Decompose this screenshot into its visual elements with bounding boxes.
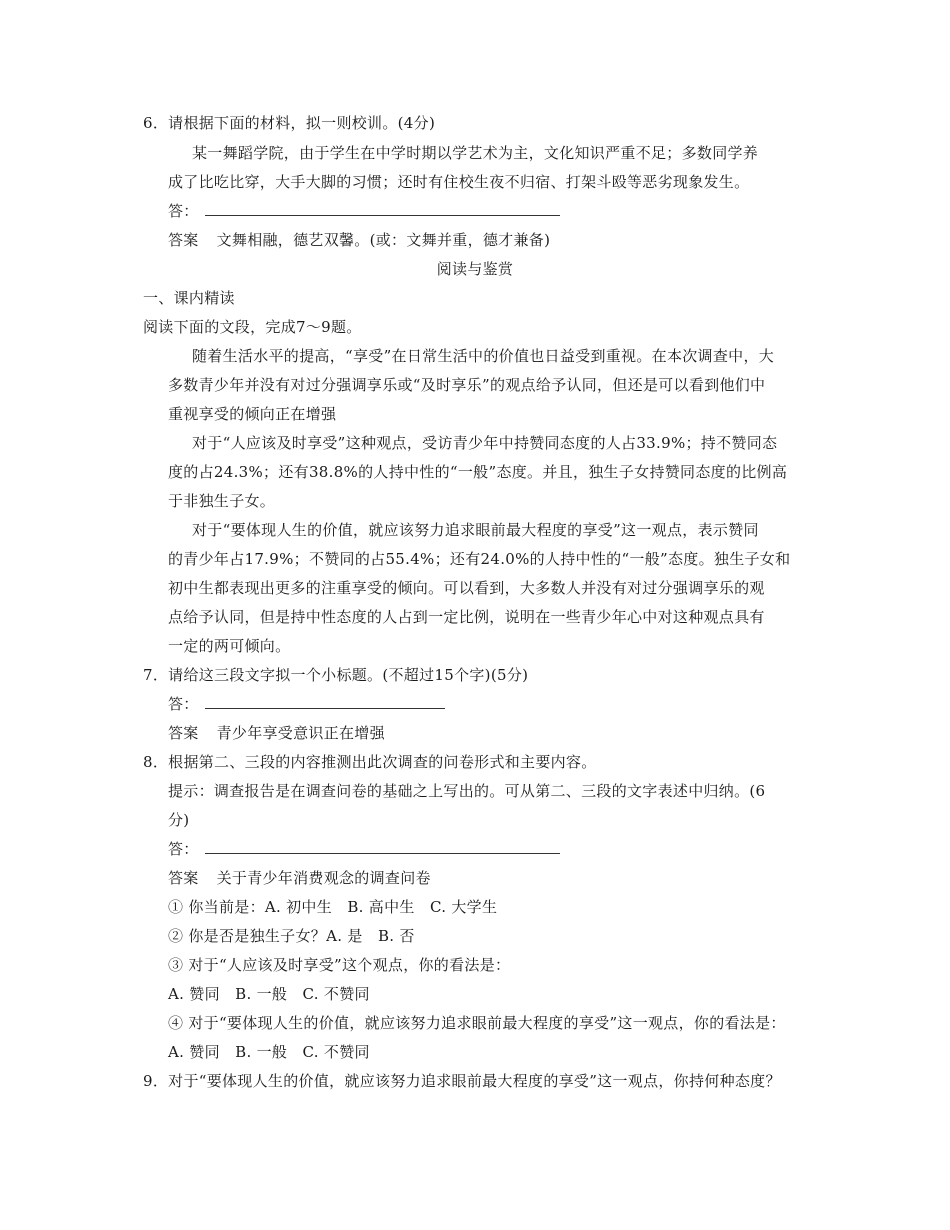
q6-answer [168,230,550,250]
passage-line: 对于“人应该及时享受”这种观点，受访青少年中持赞同态度的人占33.9%；持不赞同态 [192,434,778,452]
passage-line: 多数青少年并没有对过分强调享乐或“及时享乐”的观点给予认同，但还是可以看到他们中 [168,376,766,394]
passage-line: 初中生都表现出更多的注重享受的倾向。可以看到，大多数人并没有对过分强调享乐的观 [168,579,765,597]
q6-answer-line [168,201,560,221]
passage-line: 的青少年占17.9%；不赞同的占55.4%；还有24.0%的人持中性的“一般”态度。独生子女和 [168,550,791,568]
answer-blank[interactable] [205,201,560,216]
reading-instruction: 阅读下面的文段，完成7～9题。 [143,318,362,336]
answer-label: 答案 [168,724,199,742]
passage-line: 随着生活水平的提高，“享受”在日常生活中的价值也日益受到重视。在本次调查中，大 [192,347,775,365]
answer-text: 文舞相融，德艺双馨。(或：文舞并重，德才兼备) [216,231,551,249]
q8-hint: 提示：调查报告是在调查问卷的基础之上写出的。可从第二、三段的文字表述中归纳。(6 [168,782,766,800]
answer-prompt: 答： [168,840,199,858]
survey-item: ④ 对于“要体现人生的价值，就应该努力追求眼前最大程度的享受”这一观点，你的看法是： [168,1014,786,1032]
q6-material-line: 某一舞蹈学院，由于学生在中学时期以学艺术为主，文化知识严重不足；多数同学养 [192,144,759,162]
q6-material-line: 成了比吃比穿，大手大脚的习惯；还时有住校生夜不归宿、打架斗殴等恶劣现象发生。 [168,173,750,191]
q8-answer [168,868,431,888]
passage-line: 重视享受的倾向正在增强 [168,405,337,423]
passage-line: 于非独生子女。 [168,492,276,510]
survey-options: A. 赞同 B. 一般 C. 不赞同 [168,1043,370,1061]
answer-text: 青少年享受意识正在增强 [216,724,385,742]
passage-line: 度的占24.3%；还有38.8%的人持中性的“一般”态度。并且，独生子女持赞同态度的比例高 [168,463,788,481]
survey-item: ③ 对于“人应该及时享受”这个观点，你的看法是： [168,956,511,974]
q7-title: 7．请给这三段文字拟一个小标题。(不超过15个字)(5分) [143,666,529,684]
q6-title: 6．请根据下面的材料，拟一则校训。(4分) [143,114,436,132]
survey-options: A. 赞同 B. 一般 C. 不赞同 [168,985,370,1003]
answer-prompt: 答： [168,202,199,220]
answer-prompt: 答： [168,695,199,713]
answer-blank[interactable] [205,694,445,709]
q7-answer-line [168,694,445,714]
q7-answer [168,723,385,743]
answer-label: 答案 [168,869,199,887]
passage-line: 点给予认同，但是持中性态度的人占到一定比例，说明在一些青少年心中对这种观点具有 [168,608,765,626]
q8-title: 8．根据第二、三段的内容推测出此次调查的问卷形式和主要内容。 [143,753,597,771]
answer-label: 答案 [168,231,199,249]
q8-answer-line [168,839,560,859]
q8-hint: 分) [168,811,190,829]
survey-item: ② 你是否是独生子女？A. 是 B. 否 [168,927,415,945]
answer-text: 关于青少年消费观念的调查问卷 [216,869,431,887]
survey-item: ① 你当前是：A. 初中生 B. 高中生 C. 大学生 [168,898,498,916]
passage-line: 一定的两可倾向。 [168,637,291,655]
q9-title: 9．对于“要体现人生的价值，就应该努力追求眼前最大程度的享受”这一观点，你持何种态度？ [143,1072,781,1090]
part-heading: 一、课内精读 [143,289,235,307]
answer-blank[interactable] [205,839,560,854]
section-heading: 阅读与鉴赏 [436,260,514,278]
passage-line: 对于“要体现人生的价值，就应该努力追求眼前最大程度的享受”这一观点，表示赞同 [192,521,759,539]
